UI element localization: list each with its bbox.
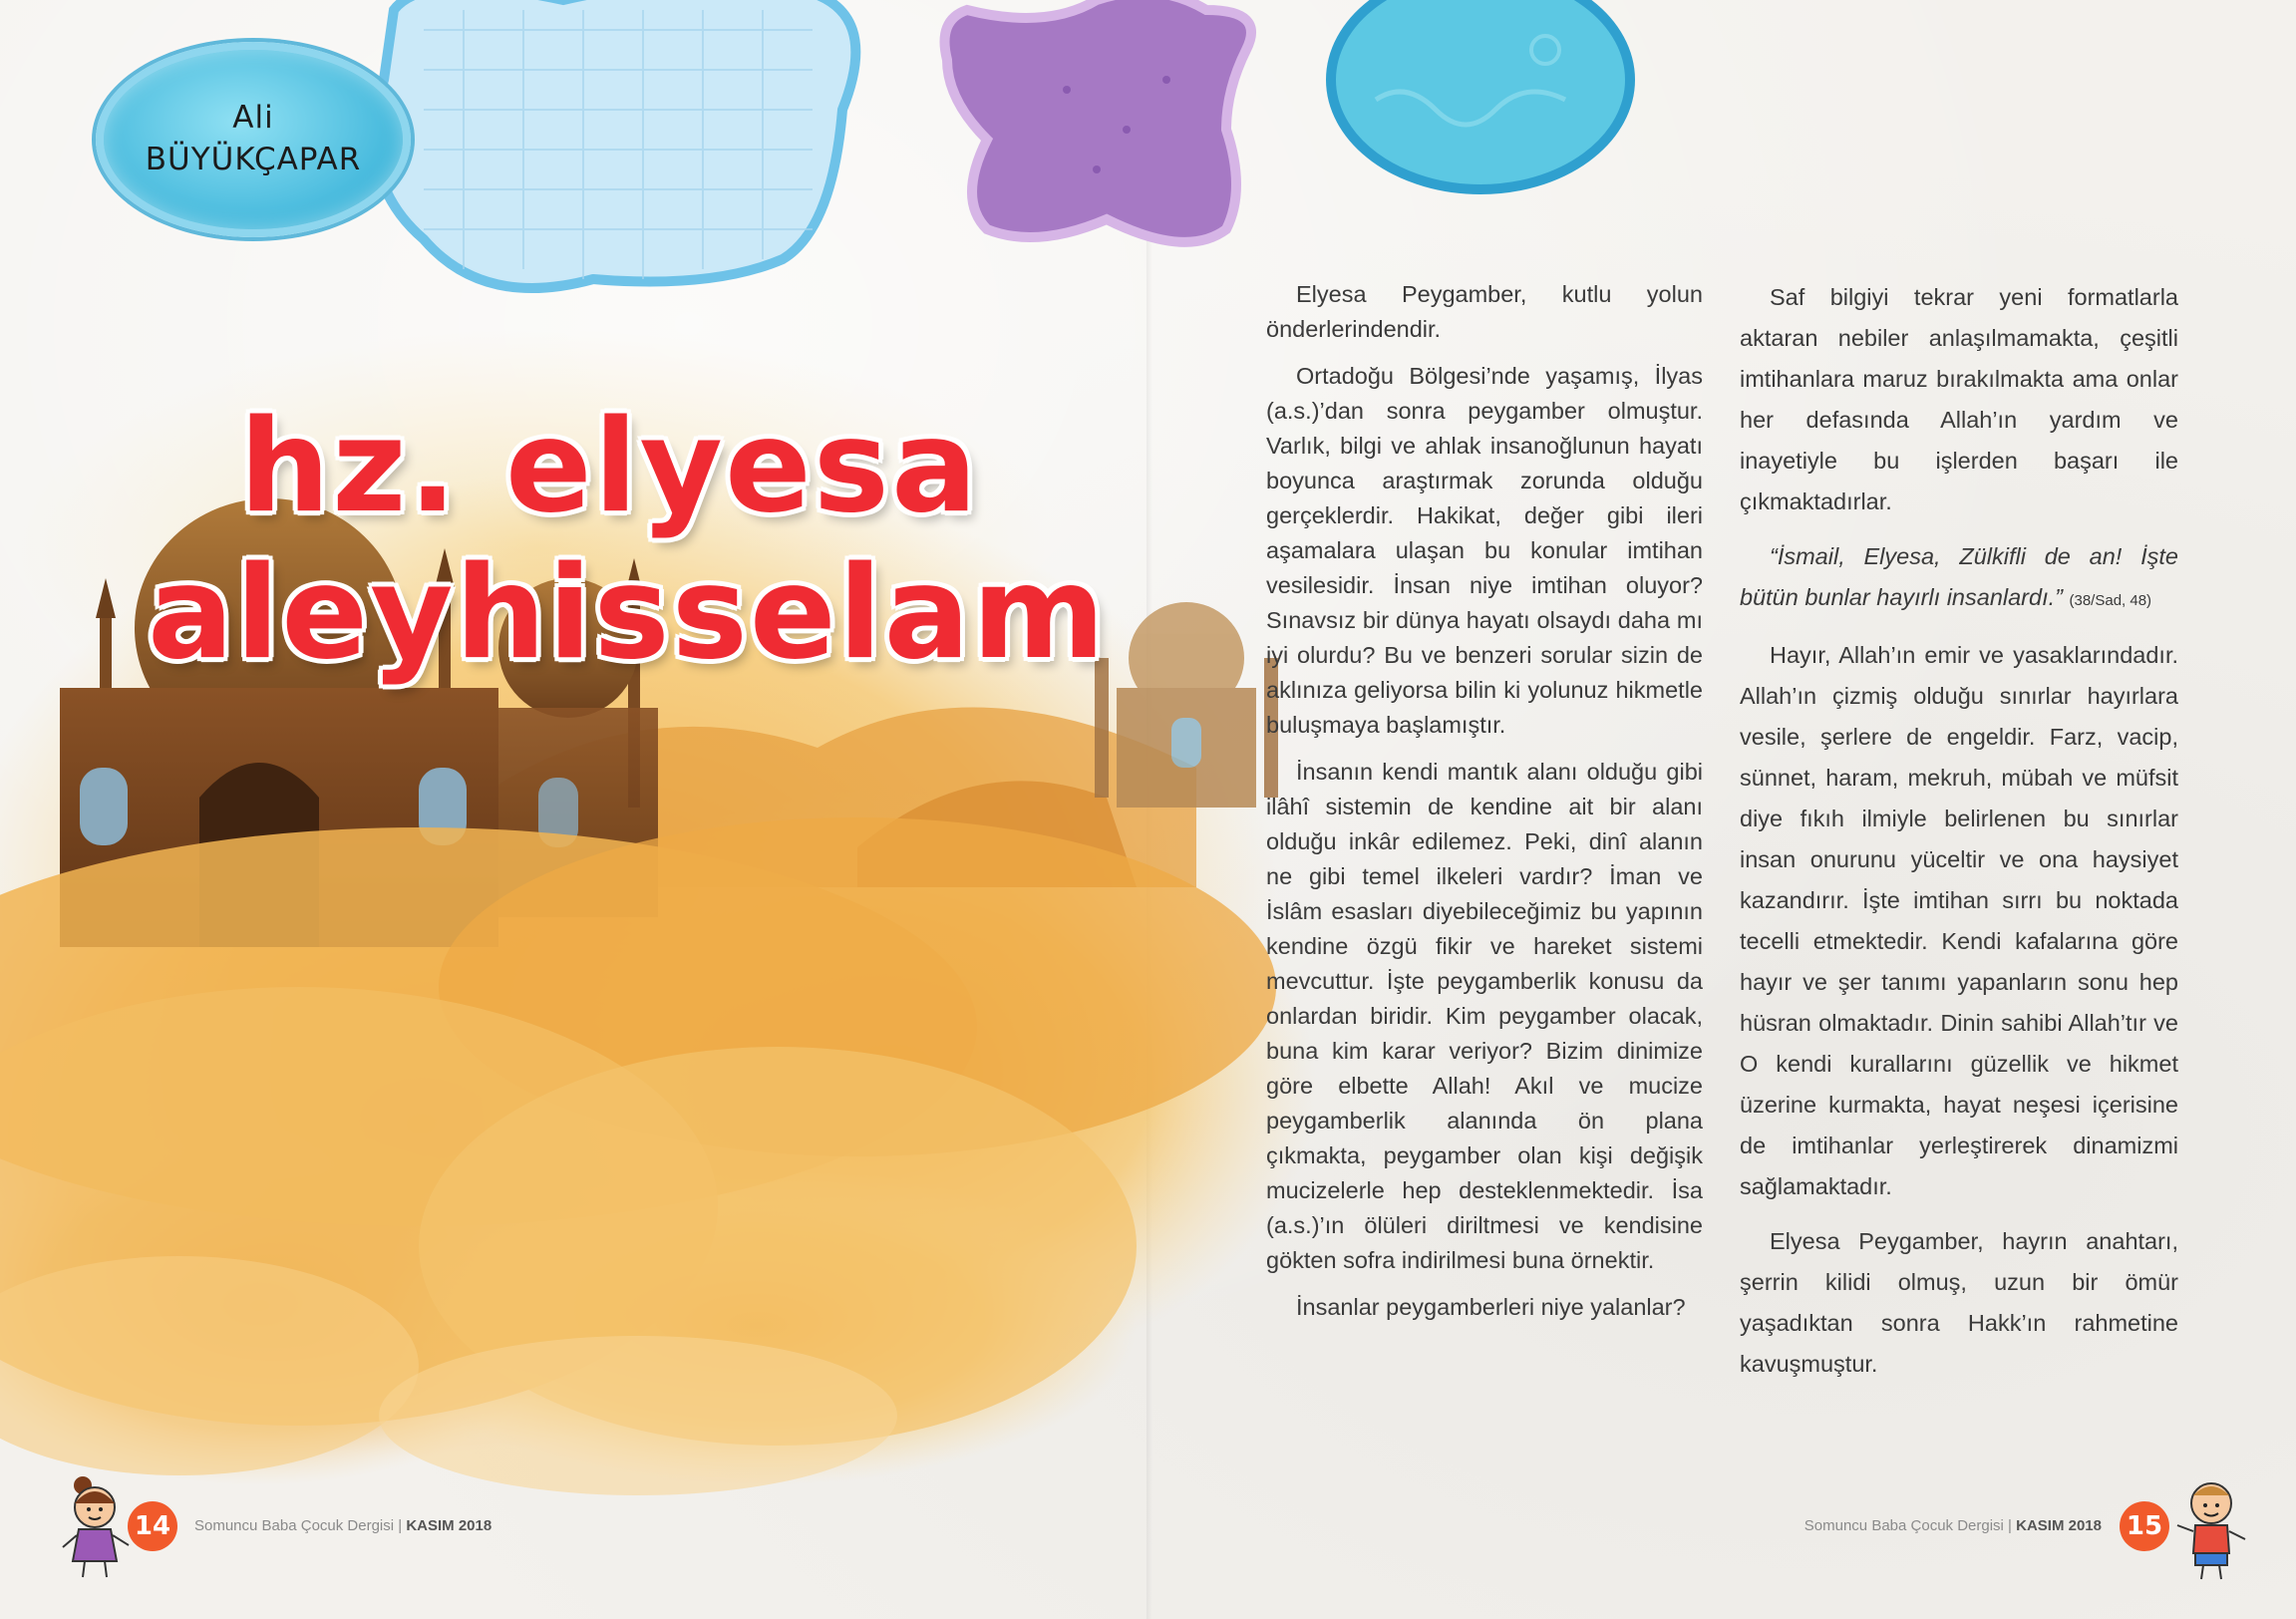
paragraph: Hayır, Allah’ın emir ve yasaklarındadır. Allah’ın çizmiş olduğu sınırlar hayırlara vesile, şerlere de engeldir. Farz, vacip, sünnet, haram, mekruh, mübah ve müfsit diye fıkıh ilmiyle belirlenen bu sınırlar insan onurunu yüceltir ve ona haysiyet kazandırır. İşte imtihan sırrı bu noktada tecelli etmektedir. Kendi kafalarına göre hayır ve şer tanımı yapanların sonu hep hüsran olmaktadır. Dinin sahibi Allah’tır ve O kendi kurallarını güzellik ve hikmet üzerine kurmakta, hayat neşesi içerisine de imtihanlar yerleştirerek dinamizmi sağlamaktadır. <box>1740 642 2178 1199</box>
quote-reference: (38/Sad, 48) <box>2069 592 2152 609</box>
magazine-name: Somuncu Baba Çocuk Dergisi <box>194 1517 395 1534</box>
magazine-name: Somuncu Baba Çocuk Dergisi <box>1804 1517 2004 1534</box>
author-last-name: BÜYÜKÇAPAR <box>145 142 362 177</box>
text-column-1 <box>1266 277 1703 1337</box>
paragraph: Saf bilgiyi tekrar yeni formatlarla aktaran nebiler anlaşılmamakta, çeşitli imtihanlara maruz bırakılmakta ama onlar her defasında Allah’ın yardım ve inayetiyle bu işlerden başarı ile çıkmaktadırlar. <box>1740 284 2178 514</box>
text-column-2 <box>1740 277 2178 1399</box>
blue-square-bubble <box>364 0 872 319</box>
page-number-right: 15 <box>2120 1501 2169 1551</box>
teal-round-bubble <box>1316 0 1645 209</box>
footer-left <box>194 1517 492 1534</box>
boy-character-icon <box>2171 1473 2251 1583</box>
article-title <box>130 393 1108 689</box>
quran-quote <box>1740 536 2178 621</box>
quote-text: “İsmail, Elyesa, Zülkifli de an! İşte bütün bunlar hayırlı insanlardı.” <box>1740 543 2178 610</box>
footer-right <box>1804 1517 2102 1534</box>
issue-date: KASIM 2018 <box>406 1517 492 1534</box>
girl-character-icon <box>55 1473 135 1583</box>
title-line-1: hz. elyesa <box>239 393 980 541</box>
paragraph: İnsanın kendi mantık alanı olduğu gibi ilâhî sistemin de kendine ait bir alanı olduğu inkâr edilemez. Peki, dinî alanın ne gibi temel ilkeleri vardır? İman ve İslâm esasları diyebileceğimiz bu yapının kendine özgü fikir ve hareket sistemi mevcuttur. İşte peygamberlik konusu da onlardan biridir. Kim peygamber olacak, buna kim karar veriyor? Bizim dinimize göre elbette Allah! Akıl ve mucize peygamberlik alanında ön plana çıkmakta, peygamber olan kişi değişik mucizelerle hep desteklenmektedir. İsa (a.s.)’ın ölüleri diriltmesi ve kendisine gökten sofra indirilmesi buna örnektir. <box>1266 759 1703 1273</box>
paragraph: İnsanlar peygamberleri niye yalanlar? <box>1296 1294 1686 1320</box>
paragraph: Elyesa Peygamber, kutlu yolun önderlerindendir. <box>1266 281 1703 342</box>
footer-separator: | <box>394 1517 407 1534</box>
purple-star-bubble <box>927 0 1276 259</box>
paragraph: Elyesa Peygamber, hayrın anahtarı, şerrin kilidi olmuş, uzun bir ömür yaşadıktan sonra Hakk’ın rahmetine kavuşmuştur. <box>1740 1228 2178 1377</box>
title-line-2: aleyhisselam <box>148 539 1108 689</box>
page-number-left: 14 <box>128 1501 177 1551</box>
author-bubble <box>96 42 411 237</box>
footer-separator: | <box>2003 1517 2017 1534</box>
author-first-name: Ali <box>232 100 274 137</box>
paragraph: Ortadoğu Bölgesi’nde yaşamış, İlyas (a.s.)’dan sonra peygamber olmuştur. Varlık, bilgi ve ahlak insanoğlunun hayatı boyunca araştırmak zorunda olduğu gerçeklerdir. Hakikat, değer gibi ileri aşamalara ulaşan bu konular imtihan vesilesidir. İnsan niye imtihan oluyor? Sınavsız bir dünya hayatı olsaydı daha mı iyi olurdu? Bu ve benzeri sorular sizin de aklınıza geliyorsa bilin ki yolunuz hikmetle buluşmaya başlamıştır. <box>1266 363 1703 738</box>
issue-date: KASIM 2018 <box>2016 1517 2102 1534</box>
